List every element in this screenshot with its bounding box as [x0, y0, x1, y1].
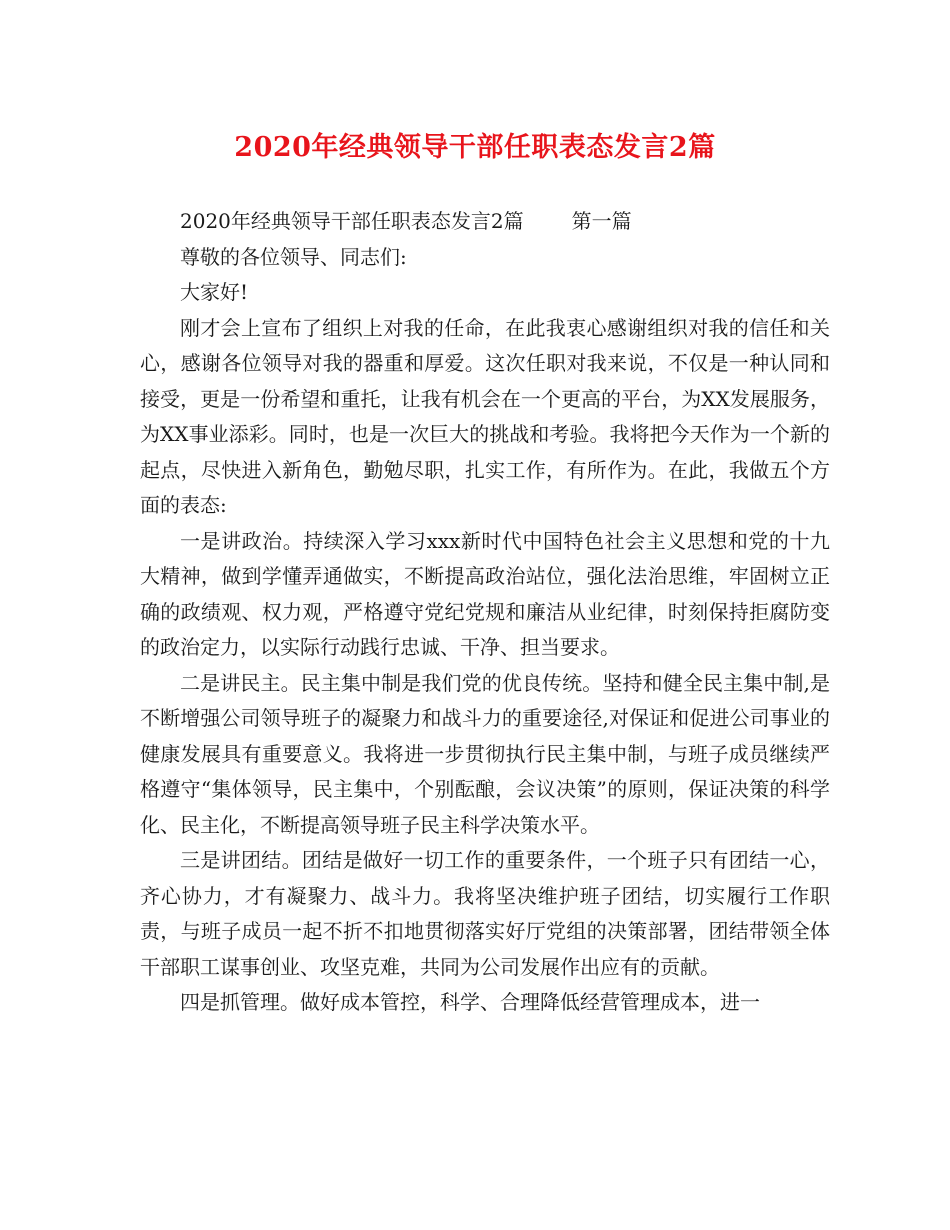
paragraph-management: 四是抓管理。做好成本管控，科学、合理降低经营管理成本，进一 — [180, 990, 760, 1014]
paragraph-unity: 三是讲团结。团结是做好一切工作的重要条件，一个班子只有团结一心，齐心协力，才有凝聚力、战斗力。我将坚决维护班子团结，切实履行工作职责，与班子成员一起不折不扣地贯彻落实好厅党组的决策部署，团结带领全体干部职工谋事创业、攻坚克难，共同为公司发展作出应有的贡献。 — [140, 848, 830, 979]
header-line-text: 2020年经典领导干部任职表态发言2篇 — [180, 209, 524, 233]
document-body — [140, 204, 830, 1021]
header-line-part: 第一篇 — [571, 209, 632, 233]
salutation: 尊敬的各位领导、同志们: — [180, 244, 407, 269]
document-title: 2020年经典领导干部任职表态发言2篇 — [234, 132, 716, 163]
greeting: 大家好! — [180, 280, 249, 304]
paragraph-intro: 刚才会上宣布了组织上对我的任命，在此我衷心感谢组织对我的信任和关心，感谢各位领导对我的器重和厚爱。这次任职对我来说，不仅是一种认同和接受，更是一份希望和重托，让我有机会在一个更高的平台，为XX发展服务，为XX事业添彩。同时，也是一次巨大的挑战和考验。我将把今天作为一个新的起点，尽快进入新角色，勤勉尽职，扎实工作，有所作为。在此，我做五个方面的表态: — [140, 315, 830, 517]
paragraph-politics: 一是讲政治。持续深入学习xxx新时代中国特色社会主义思想和党的十九大精神，做到学懂弄通做实，不断提高政治站位，强化法治思维，牢固树立正确的政绩观、权力观，严格遵守党纪党规和廉洁从业纪律，时刻保持拒腐防变的政治定力，以实际行动践行忠诚、干净、担当要求。 — [140, 528, 830, 659]
paragraph-democracy: 二是讲民主。民主集中制是我们党的优良传统。坚持和健全民主集中制,是不断增强公司领导班子的凝聚力和战斗力的重要途径,对保证和促进公司事业的健康发展具有重要意义。我将进一步贯彻执行民主集中制，与班子成员继续严格遵守“集体领导，民主集中，个别酝酿，会议决策”的原则，保证决策的科学化、民主化，不断提高领导班子民主科学决策水平。 — [140, 670, 830, 837]
document-header-line — [140, 204, 830, 240]
